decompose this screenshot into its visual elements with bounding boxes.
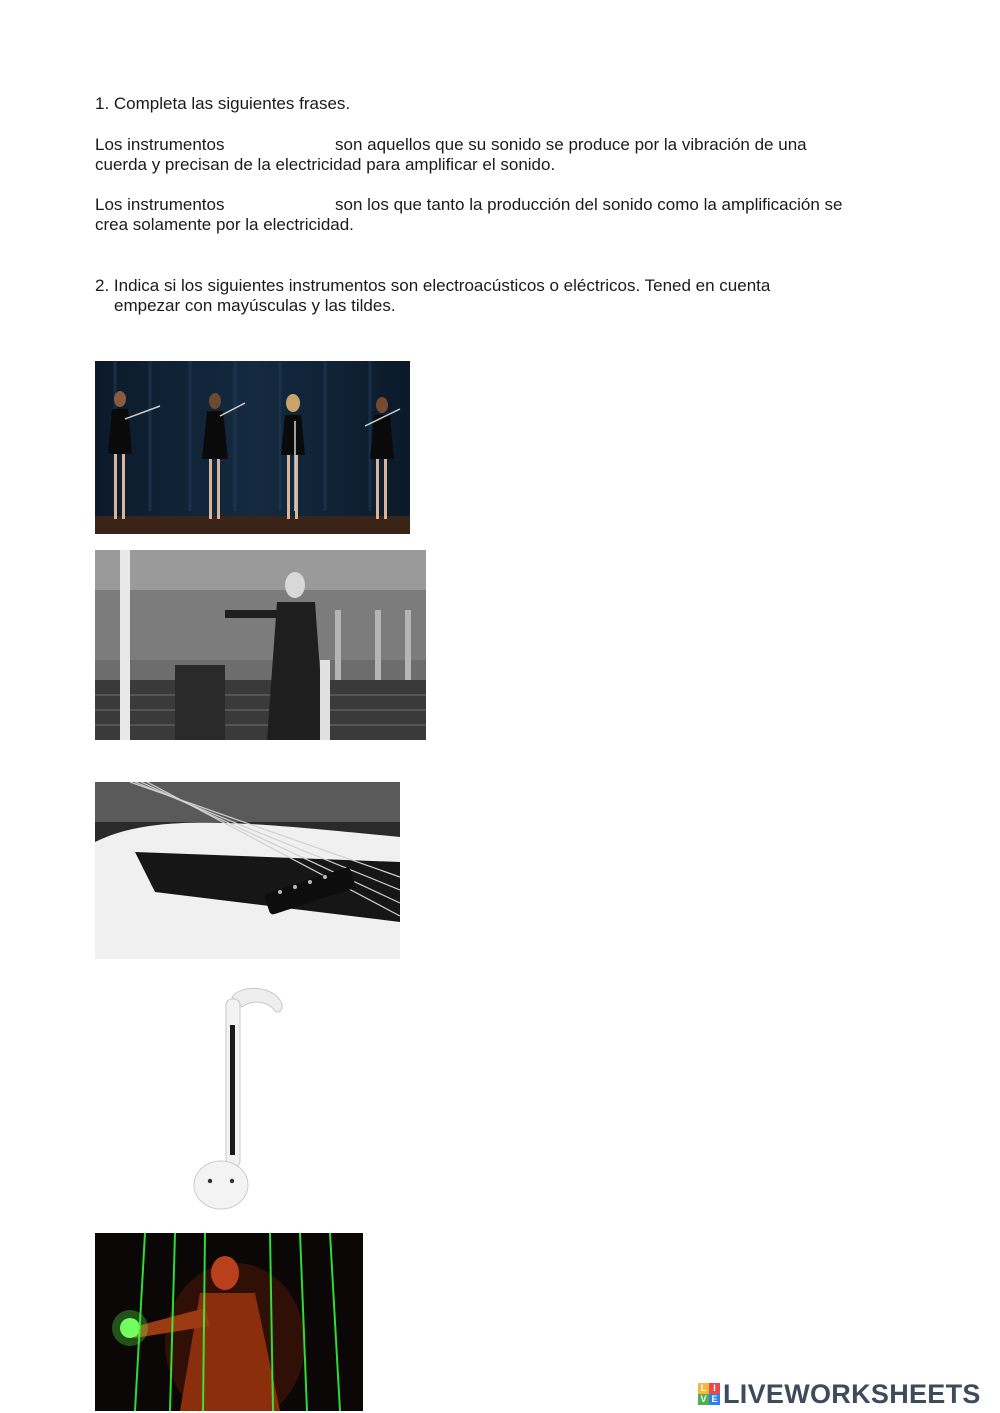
photo5-answer-input[interactable] bbox=[403, 1310, 627, 1340]
sentence1-prefix: Los instrumentos bbox=[95, 135, 225, 154]
theremin-player-photo bbox=[95, 550, 426, 740]
photo2-answer-input[interactable] bbox=[466, 640, 690, 670]
logo-letter-e: E bbox=[709, 1394, 720, 1405]
electric-bass-guitar-photo bbox=[95, 782, 400, 959]
logo-text: LIVEWORKSHEETS bbox=[723, 1378, 981, 1409]
logo-letter-i: I bbox=[709, 1383, 720, 1394]
sentence1-line2: cuerda y precisan de la electricidad para amplificar el sonido. bbox=[95, 155, 556, 174]
sentence2-line2: crea solamente por la electricidad. bbox=[95, 215, 354, 234]
sentence1-suffix: son aquellos que su sonido se produce por la vibración de una bbox=[335, 135, 807, 154]
logo-letter-l: L bbox=[698, 1383, 709, 1394]
photo4-answer-input[interactable] bbox=[335, 1100, 559, 1130]
section2-instruction-line2: empezar con mayúsculas y las tildes. bbox=[114, 296, 396, 315]
otamatone-photo bbox=[180, 985, 295, 1215]
sentence2-blank-input[interactable] bbox=[240, 195, 332, 215]
sentence2-prefix: Los instrumentos bbox=[95, 195, 225, 214]
laser-harp-photo bbox=[95, 1233, 363, 1411]
photo1-answer-input[interactable] bbox=[450, 435, 674, 465]
liveworksheets-logo-mark bbox=[698, 1383, 720, 1405]
liveworksheets-logo bbox=[698, 1379, 981, 1409]
logo-letter-v: V bbox=[698, 1394, 709, 1405]
sentence1-blank-input[interactable] bbox=[240, 135, 332, 155]
photo3-answer-input[interactable] bbox=[440, 860, 664, 890]
section2-instruction-line1: 2. Indica si los siguientes instrumentos son electroacústicos o eléctricos. Tened en cuenta bbox=[95, 276, 771, 295]
sentence2-suffix: son los que tanto la producción del sonido como la amplificación se bbox=[335, 195, 843, 214]
electric-string-quartet-photo bbox=[95, 361, 410, 534]
section1-heading: 1. Completa las siguientes frases. bbox=[95, 94, 351, 113]
